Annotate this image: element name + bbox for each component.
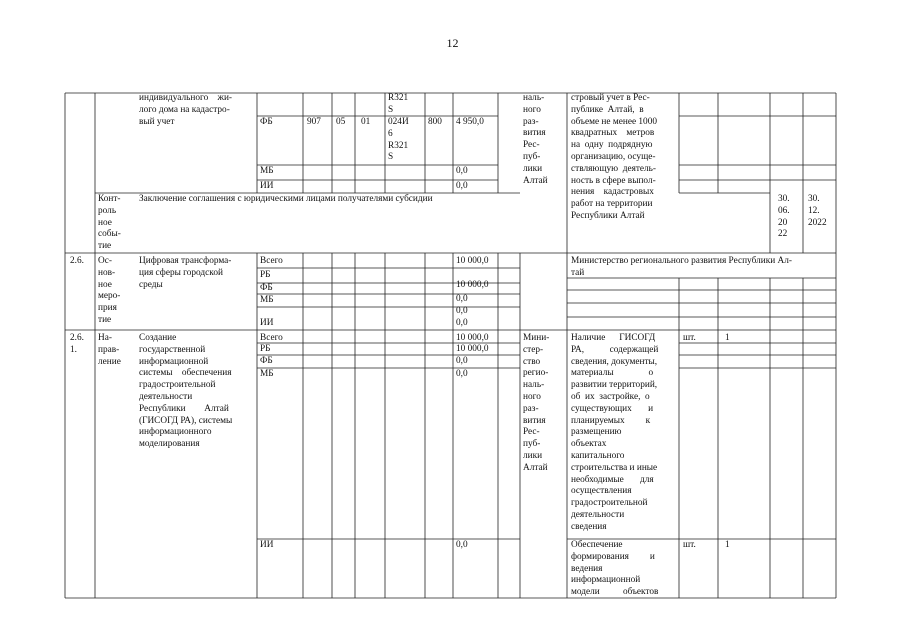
amount-cell: 0,0: [456, 318, 468, 328]
control-event-date-start: 30. 06. 20 22: [778, 194, 790, 240]
executor-cell: Министерство регионального развития Республики Ал- тай: [571, 256, 792, 278]
row-type: Ос- нов- ное меро- прия тие: [98, 256, 121, 325]
source-cell: МБ: [260, 295, 274, 305]
row-number: 2.6. 1.: [70, 333, 84, 355]
source-cell: ФБ: [260, 356, 273, 366]
row-type: На- прав- ление: [98, 333, 121, 367]
indicator-cell: Наличие ГИСОГД РА, содержащей сведения, документы, материалы о развитии территорий, об их застройке, о существующих и планируемых к размещению объектах капитального строительства и иные необходимые для осуществления градостроительной деятельности сведения: [571, 333, 659, 532]
source-cell: РБ: [260, 270, 271, 280]
amount-cell: 0,0: [456, 356, 468, 366]
amount-cell: 10 000,0: [456, 280, 489, 290]
source-cell: ИИ: [260, 540, 274, 550]
value-cell: 1: [725, 333, 730, 343]
amount-cell: 10 000,0: [456, 344, 489, 354]
code-cell: 907: [307, 117, 321, 127]
activity-name-continued: индивидуального жи- лого дома на кадастро- вый учет: [139, 93, 233, 127]
code-cell: 01: [361, 117, 371, 127]
page-number: 12: [446, 36, 459, 50]
unit-cell: шт.: [683, 540, 696, 550]
unit-cell: шт.: [683, 333, 696, 343]
amount-cell: 0,0: [456, 181, 468, 191]
source-cell: ИИ: [260, 181, 274, 191]
code-cell: 05: [336, 117, 346, 127]
activity-name: Создание государственной информационной системы обеспечения градостроительной деятельности Республики Алтай (ГИСОГД РА), системы информационного моделирования: [139, 333, 233, 450]
indicator-cell: Обеспечение формирования и ведения информационной модели объектов: [571, 540, 659, 598]
amount-cell: 0,0: [456, 306, 468, 316]
code-cell: 024И 6 R321 S: [388, 117, 409, 163]
amount-cell: 0,0: [456, 540, 468, 550]
amount-cell: 4 950,0: [456, 117, 484, 127]
control-event-text: Заключение соглашения с юридическими лицами получателями субсидии: [139, 194, 433, 204]
amount-cell: 10 000,0: [456, 256, 489, 266]
executor-cell: Мини- стер- ство регио- наль- ного раз- вития Рес- пуб- лики Алтай: [523, 333, 550, 473]
value-cell: 1: [725, 540, 730, 550]
code-cell: R321 S: [388, 93, 409, 115]
amount-cell: 0,0: [456, 369, 468, 379]
source-cell: ИИ: [260, 318, 274, 328]
control-event-type: Конт- роль ное собы- тие: [98, 194, 121, 252]
control-event-date-end: 30. 12. 2022: [808, 194, 827, 228]
source-cell: Всего: [260, 333, 283, 343]
amount-cell: 10 000,0: [456, 333, 489, 343]
source-cell: МБ: [260, 166, 274, 176]
indicator-cell: стровый учет в Рес- публике Алтай, в объеме не менее 1000 квадратных метров на одну подрядную организацию, осуще- ствляющую деятель- ность в сфере выпол- нения кадастровых работ на территории Республики Алтай: [571, 93, 657, 221]
source-cell: Всего: [260, 256, 283, 266]
row-number: 2.6.: [70, 256, 84, 266]
amount-cell: 0,0: [456, 294, 468, 304]
amount-cell: 0,0: [456, 166, 468, 176]
activity-name: Цифровая трансформа- ция сферы городской среды: [139, 256, 232, 290]
source-cell: РБ: [260, 344, 271, 354]
executor-cell: наль- ного раз- вития Рес- пуб- лики Алтай: [523, 93, 548, 186]
code-cell: 800: [428, 117, 442, 127]
source-cell: ФБ: [260, 283, 273, 293]
source-cell: ФБ: [260, 117, 273, 127]
source-cell: МБ: [260, 369, 274, 379]
